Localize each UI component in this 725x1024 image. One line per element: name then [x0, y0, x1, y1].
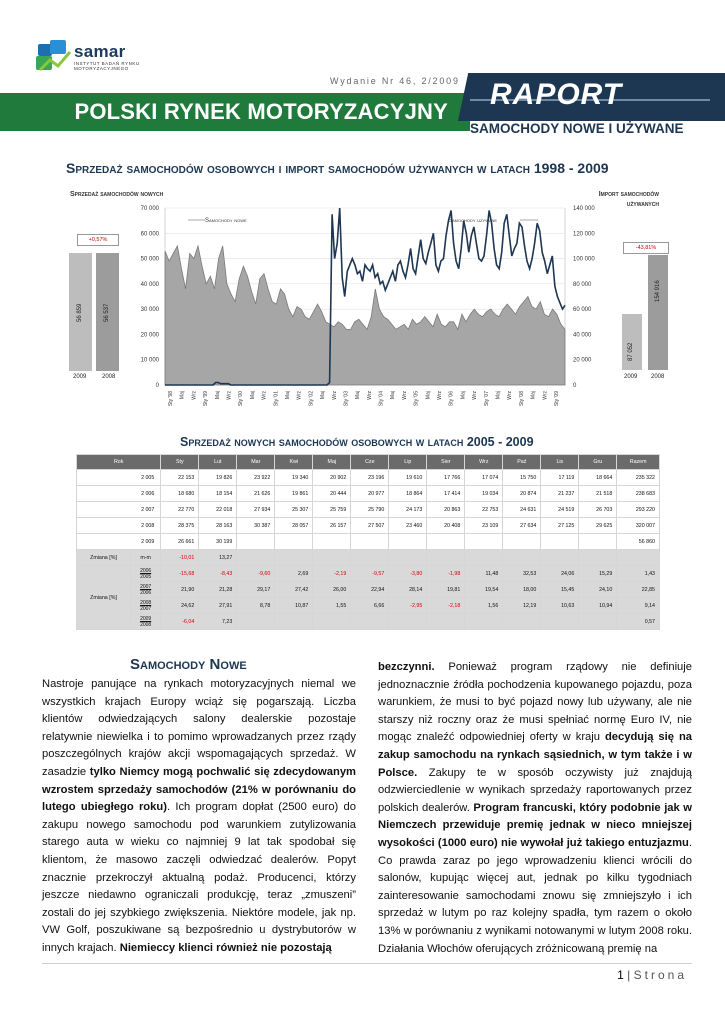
left-callout: +0,57% [77, 234, 119, 246]
mm-value-cell [541, 550, 579, 566]
mm-value-cell [313, 550, 351, 566]
value-cell [389, 534, 427, 550]
left-axis-tick: 30 000 [140, 307, 159, 314]
x-tick-label: Sty '05 [413, 391, 420, 407]
value-cell: 24 519 [541, 502, 579, 518]
column-header: Razem [617, 455, 660, 470]
table-header-row [77, 455, 660, 470]
x-tick-label: Sty '99 [203, 391, 210, 407]
change-value-cell: 1,56 [465, 598, 503, 614]
change-value-cell: -3,80 [389, 566, 427, 582]
table-title: Sprzedaż nowych samochodów osobowych w latach 2005 - 2009 [180, 435, 534, 449]
column-header: Gru [579, 455, 617, 470]
raport-subtitle: SAMOCHODY NOWE I UŻYWANE [470, 121, 684, 136]
x-tick-label: Maj [355, 391, 362, 400]
change-value-cell: 7,23 [199, 614, 237, 630]
value-cell: 26 661 [161, 534, 199, 550]
page-number: 1 [617, 968, 624, 982]
right-axis-tick: 60 000 [573, 307, 592, 314]
article-left-column [42, 676, 356, 958]
left-axis-tick: 10 000 [140, 357, 159, 364]
change-value-cell: 27,91 [199, 598, 237, 614]
column-header: Sier [427, 455, 465, 470]
x-tick-label: Wrz [331, 391, 338, 400]
x-tick-label: Wrz [226, 391, 233, 400]
x-tick-label: Maj [495, 391, 502, 400]
change-label-cell: Zmiana [%] [77, 566, 131, 630]
change-value-cell: -2,95 [389, 598, 427, 614]
x-tick-label: Sty '00 [238, 391, 245, 407]
change-value-cell: 32,53 [503, 566, 541, 582]
x-tick-label: Wrz [261, 391, 268, 400]
table-row [77, 502, 660, 518]
change-value-cell: 8,78 [237, 598, 275, 614]
mm-value-cell [503, 550, 541, 566]
column-header: Sty [161, 455, 199, 470]
right-bar-2009-year: 2009 [624, 374, 638, 380]
x-tick-label: Wrz [191, 391, 198, 400]
mm-value-cell [237, 550, 275, 566]
x-tick-label: Maj [425, 391, 432, 400]
main-line-chart [130, 200, 595, 420]
samar-logo-icon [36, 40, 72, 74]
x-tick-label: Sty '06 [448, 391, 455, 407]
change-value-cell: 24,06 [541, 566, 579, 582]
table-row-change [77, 598, 660, 614]
period-cell [130, 614, 160, 630]
banner [0, 93, 470, 131]
change-value-cell [237, 614, 275, 630]
change-value-cell: 2,69 [275, 566, 313, 582]
x-tick-label: Wrz [472, 391, 479, 400]
mm-value-cell [579, 550, 617, 566]
change-value-cell: 10,63 [541, 598, 579, 614]
right-axis-tick: 40 000 [573, 332, 592, 339]
value-cell: 19 826 [199, 470, 237, 486]
x-tick-label: Wrz [296, 391, 303, 400]
change-value-cell: 9,14 [617, 598, 660, 614]
value-cell: 17 119 [541, 470, 579, 486]
left-axis-tick: 60 000 [140, 231, 159, 238]
x-tick-label: Maj [530, 391, 537, 400]
x-tick-label: Sty '07 [483, 391, 490, 407]
article-text: . Ich program dopłat (2500 euro) do zakupu nowego samochodu pod warunkiem zutylizowania starego auta w wieku co najmniej 9 lat tak spodobał się klientom, że masowo zaczęli odwiedzać dealerów. Popyt znacznie przekroczył aktualną podaż. Producenci, którzy jeszcze niedawno ograniczali produkcję, teraz „zmuszeni” zostali do jej szybkiego zwiększenia. Niektóre modele, jak np. VW Golf, poszukiwane są bezpośrednio u dystrybutorów w innych krajach. [42, 801, 356, 954]
value-cell: 28 163 [199, 518, 237, 534]
right-bar-2009-value: 87 052 [628, 342, 634, 361]
value-cell: 20 874 [503, 486, 541, 502]
change-value-cell: 18,00 [503, 582, 541, 598]
change-value-cell [275, 614, 313, 630]
article-right-column [378, 659, 692, 958]
value-cell: 27 634 [503, 518, 541, 534]
right-axis-tick: 0 [573, 383, 577, 389]
value-cell: 18 680 [161, 486, 199, 502]
article-text: Zakupy te w sposób oczywisty już znajdują odzwierciedlenie w wynikach sprzedaży raportowanych przez polskich dealerów. [378, 766, 692, 814]
value-cell: 27 507 [351, 518, 389, 534]
value-cell: 22 753 [465, 502, 503, 518]
x-tick-label: Maj [320, 391, 327, 400]
period-bottom: 2008 [140, 621, 152, 628]
column-header: Mar [237, 455, 275, 470]
table-row-change [77, 614, 660, 630]
column-header: Lip [389, 455, 427, 470]
left-bar-2008-value: 56 537 [104, 303, 110, 322]
value-cell: 21 237 [541, 486, 579, 502]
column-header: Wrz [465, 455, 503, 470]
period-bottom: 2005 [140, 573, 152, 580]
edition-label: Wydanie Nr 46, 2/2009 [330, 76, 460, 86]
column-header: Cze [351, 455, 389, 470]
table-row-change [77, 566, 660, 582]
change-value-cell: 24,10 [579, 582, 617, 598]
change-value-cell [389, 614, 427, 630]
right-axis-tick: 20 000 [573, 357, 592, 364]
value-cell: 26 157 [313, 518, 351, 534]
change-value-cell: 0,57 [617, 614, 660, 630]
value-cell [237, 534, 275, 550]
change-value-cell: -1,98 [427, 566, 465, 582]
change-value-cell: -2,18 [427, 598, 465, 614]
sales-table [76, 454, 660, 630]
change-value-cell: 11,48 [465, 566, 503, 582]
mm-value-cell: -10,01 [161, 550, 199, 566]
x-tick-label: Sty '04 [378, 391, 385, 407]
x-tick-label: Sty '98 [168, 391, 174, 407]
table-row [77, 534, 660, 550]
left-side-label: Sprzedaż samochodów nowych [70, 191, 164, 198]
change-value-cell: 15,29 [579, 566, 617, 582]
left-axis-tick: 0 [155, 383, 159, 389]
value-cell: 26 703 [579, 502, 617, 518]
value-cell: 23 460 [389, 518, 427, 534]
right-callout: -43,81% [623, 242, 669, 254]
value-cell: 24 631 [503, 502, 541, 518]
left-axis-tick: 40 000 [140, 281, 159, 288]
x-tick-label: Wrz [366, 391, 373, 400]
left-bar-2009-value: 56 859 [77, 303, 83, 322]
chart-title-lead: S [66, 160, 76, 176]
chart-title-years: 1998 - 2009 [533, 160, 609, 176]
value-cell: 21 626 [237, 486, 275, 502]
change-value-cell [465, 614, 503, 630]
article-bold-text: tylko Niemcy mogą pochwalić się zdecydowanym wzrostem sprzedaży samochodów (21% w porównaniu do lutego ubiegłego roku) [42, 765, 356, 814]
change-value-cell [541, 614, 579, 630]
change-value-cell: 28,14 [389, 582, 427, 598]
change-value-cell [579, 614, 617, 630]
annotation-used-cars: Samochody używane [448, 218, 498, 224]
value-cell: 28 057 [275, 518, 313, 534]
mm-value-cell [427, 550, 465, 566]
right-side-label: Import samochodów używanych [598, 191, 659, 208]
article-bold-text: decydują się na zakup samochodu na rynkach sąsiednich, w tym także i w Polsce. [378, 731, 692, 779]
value-cell: 25 307 [275, 502, 313, 518]
period-top: 2006 [140, 567, 152, 574]
value-cell [351, 534, 389, 550]
value-cell: 27 934 [237, 502, 275, 518]
mm-label-cell: Zmiana [%] [77, 550, 131, 566]
right-axis-tick: 140 000 [573, 206, 595, 212]
mm-value-cell [465, 550, 503, 566]
change-value-cell: 29,17 [237, 582, 275, 598]
x-tick-label: Maj [179, 391, 186, 400]
change-value-cell: 1,43 [617, 566, 660, 582]
period-top: 2008 [140, 599, 152, 606]
value-cell: 23 109 [465, 518, 503, 534]
year-cell: 2 007 [77, 502, 161, 518]
value-cell [427, 534, 465, 550]
value-cell: 22 153 [161, 470, 199, 486]
period-bottom: 2007 [140, 605, 152, 612]
value-cell: 20 977 [351, 486, 389, 502]
right-bar-2008 [648, 255, 668, 370]
value-cell: 20 408 [427, 518, 465, 534]
left-axis-tick: 50 000 [140, 256, 159, 263]
left-axis-tick: 20 000 [140, 332, 159, 339]
change-value-cell: 10,94 [579, 598, 617, 614]
left-bar-2008-year: 2008 [102, 374, 116, 380]
x-tick-label: Wrz [437, 391, 443, 400]
article-text: . Co prawda zaraz po jego wprowadzeniu klienci wrócili do salonów, kupując więcej aut, jednak po kilku tygodniach zainteresowanie samochodami znowu się zmniejszyło i ich sprzedaż w lutym po raz kolejny spadła, tym razem o około 13% w porównaniu z wynikami notowanymi w lutym 2008 roku. Działania Włochów oferujących zróżnicowaną premię na [378, 836, 692, 955]
value-cell: 22 018 [199, 502, 237, 518]
change-value-cell: 12,19 [503, 598, 541, 614]
value-cell: 18 664 [579, 470, 617, 486]
value-cell: 17 414 [427, 486, 465, 502]
value-cell [275, 534, 313, 550]
value-cell [465, 534, 503, 550]
value-cell: 15 750 [503, 470, 541, 486]
article-text: Nastroje panujące na rynkach motoryzacyjnych niemal we wszystkich krajach Europy wciąż się pogarszają. Liczba klientów odwiedzających salony dealerskie pozostaje relatywnie niewielka i to pomimo wprowadzanych przez rządy poszczególnych krajów akcji wspomagających sprzedaż. W zasadzie [42, 678, 356, 778]
change-value-cell: 19,54 [465, 582, 503, 598]
x-tick-label: Sty '02 [308, 391, 315, 407]
year-cell: 2 005 [77, 470, 161, 486]
footer-divider [42, 963, 692, 964]
value-cell: 25 759 [313, 502, 351, 518]
change-value-cell [503, 614, 541, 630]
change-value-cell [313, 614, 351, 630]
x-tick-label: Maj [460, 391, 467, 400]
period-top: 2007 [140, 583, 152, 590]
year-cell: 2 009 [77, 534, 161, 550]
value-cell: 19 340 [275, 470, 313, 486]
table-row [77, 486, 660, 502]
change-value-cell: -8,43 [199, 566, 237, 582]
change-value-cell: 24,62 [161, 598, 199, 614]
x-tick-label: Wrz [542, 391, 549, 400]
change-value-cell [427, 614, 465, 630]
value-cell: 22 770 [161, 502, 199, 518]
table-row-mm [77, 550, 660, 566]
value-cell: 20 902 [313, 470, 351, 486]
footer-strona: Strona [633, 968, 687, 982]
value-cell: 20 444 [313, 486, 351, 502]
value-cell: 23 196 [351, 470, 389, 486]
x-tick-label: Wrz [401, 391, 408, 400]
value-cell: 21 518 [579, 486, 617, 502]
value-cell: 235 322 [617, 470, 660, 486]
change-value-cell: 27,42 [275, 582, 313, 598]
samar-logo [36, 40, 156, 76]
value-cell: 20 863 [427, 502, 465, 518]
x-tick-label: Maj [214, 391, 221, 400]
change-value-cell: -6,04 [161, 614, 199, 630]
value-cell: 24 173 [389, 502, 427, 518]
change-value-cell: 10,87 [275, 598, 313, 614]
article-bold-text: bezczynni. [378, 661, 435, 673]
change-value-cell: 21,90 [161, 582, 199, 598]
change-value-cell: -2,19 [313, 566, 351, 582]
value-cell: 56 860 [617, 534, 660, 550]
change-value-cell: -9,57 [351, 566, 389, 582]
x-tick-label: Wrz [507, 391, 514, 400]
article-text: Ponieważ program rządowy nie definiuje jednoznacznie źródła pochodzenia kupowanego pojazdu, poza warunkiem, że musi to być pojazd nowy lub używany, ale nie starszy niż roczny oraz że musi spełniać normę Euro IV, nie mogąc znaleźć odpowiedniej oferty w kraju [378, 661, 692, 744]
period-cell [130, 598, 160, 614]
value-cell: 29 625 [579, 518, 617, 534]
x-tick-label: Maj [249, 391, 256, 400]
value-cell [503, 534, 541, 550]
year-cell: 2 008 [77, 518, 161, 534]
change-value-cell: -15,68 [161, 566, 199, 582]
x-tick-label: Sty '08 [518, 391, 525, 407]
column-header: Lut [199, 455, 237, 470]
value-cell: 27 125 [541, 518, 579, 534]
logo-name: samar [74, 42, 126, 61]
value-cell: 19 034 [465, 486, 503, 502]
change-value-cell [351, 614, 389, 630]
left-bar-2009-year: 2009 [73, 374, 87, 380]
change-value-cell: 22,94 [351, 582, 389, 598]
value-cell: 17 766 [427, 470, 465, 486]
mm-value-cell [351, 550, 389, 566]
table-row [77, 518, 660, 534]
x-tick-label: Sty '03 [343, 391, 350, 407]
right-axis-tick: 100 000 [573, 256, 595, 263]
value-cell: 293 220 [617, 502, 660, 518]
value-cell: 320 007 [617, 518, 660, 534]
footer-separator: | [627, 968, 631, 982]
column-header: Kwi [275, 455, 313, 470]
change-value-cell: 15,45 [541, 582, 579, 598]
value-cell: 18 864 [389, 486, 427, 502]
right-bar-2008-year: 2008 [651, 374, 665, 380]
column-header: Maj [313, 455, 351, 470]
page-footer [617, 968, 687, 982]
left-axis-tick: 70 000 [140, 206, 159, 212]
change-value-cell: 26,00 [313, 582, 351, 598]
value-cell: 17 074 [465, 470, 503, 486]
value-cell: 238 683 [617, 486, 660, 502]
mm-value-cell [275, 550, 313, 566]
change-value-cell: 6,66 [351, 598, 389, 614]
period-cell [130, 566, 160, 582]
value-cell: 28 375 [161, 518, 199, 534]
table-row [77, 470, 660, 486]
mm-unit-cell: m-m [130, 550, 160, 566]
change-value-cell: 22,85 [617, 582, 660, 598]
value-cell: 30 387 [237, 518, 275, 534]
raport-title: RAPORT [490, 78, 623, 111]
x-tick-label: Maj [285, 391, 291, 400]
article-bold-text: Niemieccy klienci również nie pozostają [119, 941, 332, 954]
value-cell: 30 199 [199, 534, 237, 550]
value-cell: 23 922 [237, 470, 275, 486]
change-value-cell: 21,28 [199, 582, 237, 598]
banner-title: POLSKI RYNEK MOTORYZACYJNY [74, 99, 448, 124]
value-cell: 25 790 [351, 502, 389, 518]
article-heading: Samochody Nowe [130, 656, 247, 673]
chart-title-text: przedaż samochodów osobowych i import samochodów używanych w latach [75, 160, 530, 176]
change-value-cell: -9,60 [237, 566, 275, 582]
value-cell [313, 534, 351, 550]
x-tick-label: Sty '01 [273, 391, 280, 407]
x-tick-label: Maj [390, 391, 397, 400]
value-cell: 18 154 [199, 486, 237, 502]
right-bar-2008-value: 154 916 [655, 280, 661, 302]
year-cell: 2 006 [77, 486, 161, 502]
value-cell [541, 534, 579, 550]
period-top: 2009 [140, 615, 152, 622]
value-cell: 19 610 [389, 470, 427, 486]
column-header: Lis [541, 455, 579, 470]
period-cell [130, 582, 160, 598]
x-tick-label: Sty '09 [554, 391, 560, 407]
value-cell: 19 861 [275, 486, 313, 502]
article-bold-text: Program francuski, który podobnie jak w Niemczech przewiduje premię jednak w nieco mniejszej wysokości (1000 euro) nie wywołał już takiego entuzjazmu [378, 801, 692, 849]
annotation-new-cars: Samochody nowe [205, 218, 247, 224]
change-value-cell: 19,81 [427, 582, 465, 598]
mm-value-cell: 13,27 [199, 550, 237, 566]
chart-title [66, 160, 609, 176]
right-axis-tick: 80 000 [573, 281, 592, 288]
change-value-cell: 1,55 [313, 598, 351, 614]
mm-value-cell [389, 550, 427, 566]
column-header: Rok [77, 455, 161, 470]
logo-subtitle: INSTYTUT BADAŃ RYNKU MOTORYZACYJNEGO [74, 61, 140, 71]
right-axis-tick: 120 000 [573, 231, 595, 238]
value-cell [579, 534, 617, 550]
period-bottom: 2006 [140, 589, 152, 596]
mm-value-cell [617, 550, 660, 566]
column-header: Paź [503, 455, 541, 470]
table-row-change [77, 582, 660, 598]
